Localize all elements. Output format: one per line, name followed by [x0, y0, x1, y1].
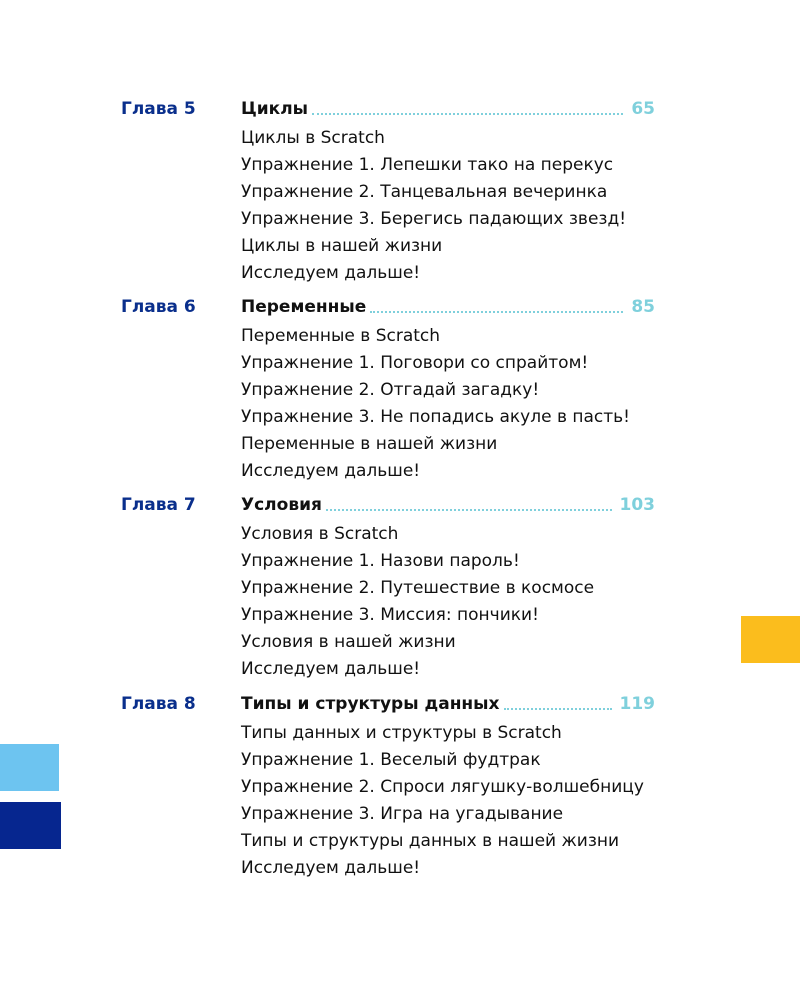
section-item[interactable]: Переменные в нашей жизни — [241, 434, 498, 454]
section-item[interactable]: Условия в Scratch — [241, 524, 399, 544]
light-blue-edge-tab — [0, 744, 59, 791]
chapter-heading[interactable] — [241, 296, 655, 318]
section-item[interactable]: Упражнение 3. Берегись падающих звезд! — [241, 209, 627, 229]
section-item[interactable]: Упражнение 2. Путешествие в космосе — [241, 578, 595, 598]
chapter-heading[interactable] — [241, 693, 655, 715]
chapter-title[interactable]: Типы и структуры данных — [241, 694, 500, 714]
section-item[interactable]: Переменные в Scratch — [241, 326, 441, 346]
section-item[interactable]: Упражнение 3. Миссия: пончики! — [241, 605, 539, 625]
section-list — [241, 720, 644, 882]
chapter-label: Глава 5 — [121, 99, 196, 119]
page-number[interactable]: 119 — [619, 694, 655, 714]
chapter-label: Глава 8 — [121, 694, 196, 714]
yellow-edge-tab — [741, 616, 800, 663]
section-item[interactable]: Упражнение 3. Игра на угадывание — [241, 804, 564, 824]
section-item[interactable]: Исследуем дальше! — [241, 461, 421, 481]
chapter-heading[interactable] — [241, 98, 655, 120]
section-item[interactable]: Упражнение 1. Поговори со спрайтом! — [241, 353, 589, 373]
section-item[interactable]: Упражнение 2. Танцевальная вечеринка — [241, 182, 608, 202]
chapter-title[interactable]: Переменные — [241, 297, 367, 317]
section-item[interactable]: Исследуем дальше! — [241, 263, 421, 283]
page-number[interactable]: 65 — [631, 99, 655, 119]
section-item[interactable]: Упражнение 1. Лепешки тако на перекус — [241, 155, 614, 175]
section-item[interactable]: Упражнение 3. Не попадись акуле в пасть! — [241, 407, 630, 427]
section-item[interactable]: Упражнение 2. Спроси лягушку-волшебницу — [241, 777, 644, 797]
chapter-title[interactable]: Условия — [241, 495, 322, 515]
page-number[interactable]: 85 — [631, 297, 655, 317]
section-item[interactable]: Циклы в Scratch — [241, 128, 385, 148]
chapter-label: Глава 7 — [121, 495, 196, 515]
section-item[interactable]: Условия в нашей жизни — [241, 632, 456, 652]
section-item[interactable]: Упражнение 1. Назови пароль! — [241, 551, 520, 571]
section-item[interactable]: Циклы в нашей жизни — [241, 236, 443, 256]
section-list — [241, 521, 594, 683]
section-list — [241, 323, 630, 485]
dot-leader — [326, 509, 612, 511]
chapter-label: Глава 6 — [121, 297, 196, 317]
chapter-heading[interactable] — [241, 494, 655, 516]
dot-leader — [370, 311, 623, 313]
dot-leader — [312, 113, 623, 115]
section-item[interactable]: Упражнение 1. Веселый фудтрак — [241, 750, 541, 770]
section-item[interactable]: Исследуем дальше! — [241, 659, 421, 679]
chapter-title[interactable]: Циклы — [241, 99, 309, 119]
section-item[interactable]: Типы данных и структуры в Scratch — [241, 723, 562, 743]
section-list — [241, 125, 626, 287]
section-item[interactable]: Упражнение 2. Отгадай загадку! — [241, 380, 540, 400]
navy-edge-tab — [0, 802, 61, 849]
dot-leader — [504, 708, 612, 710]
section-item[interactable]: Типы и структуры данных в нашей жизни — [241, 831, 620, 851]
page-number[interactable]: 103 — [619, 495, 655, 515]
section-item[interactable]: Исследуем дальше! — [241, 858, 421, 878]
